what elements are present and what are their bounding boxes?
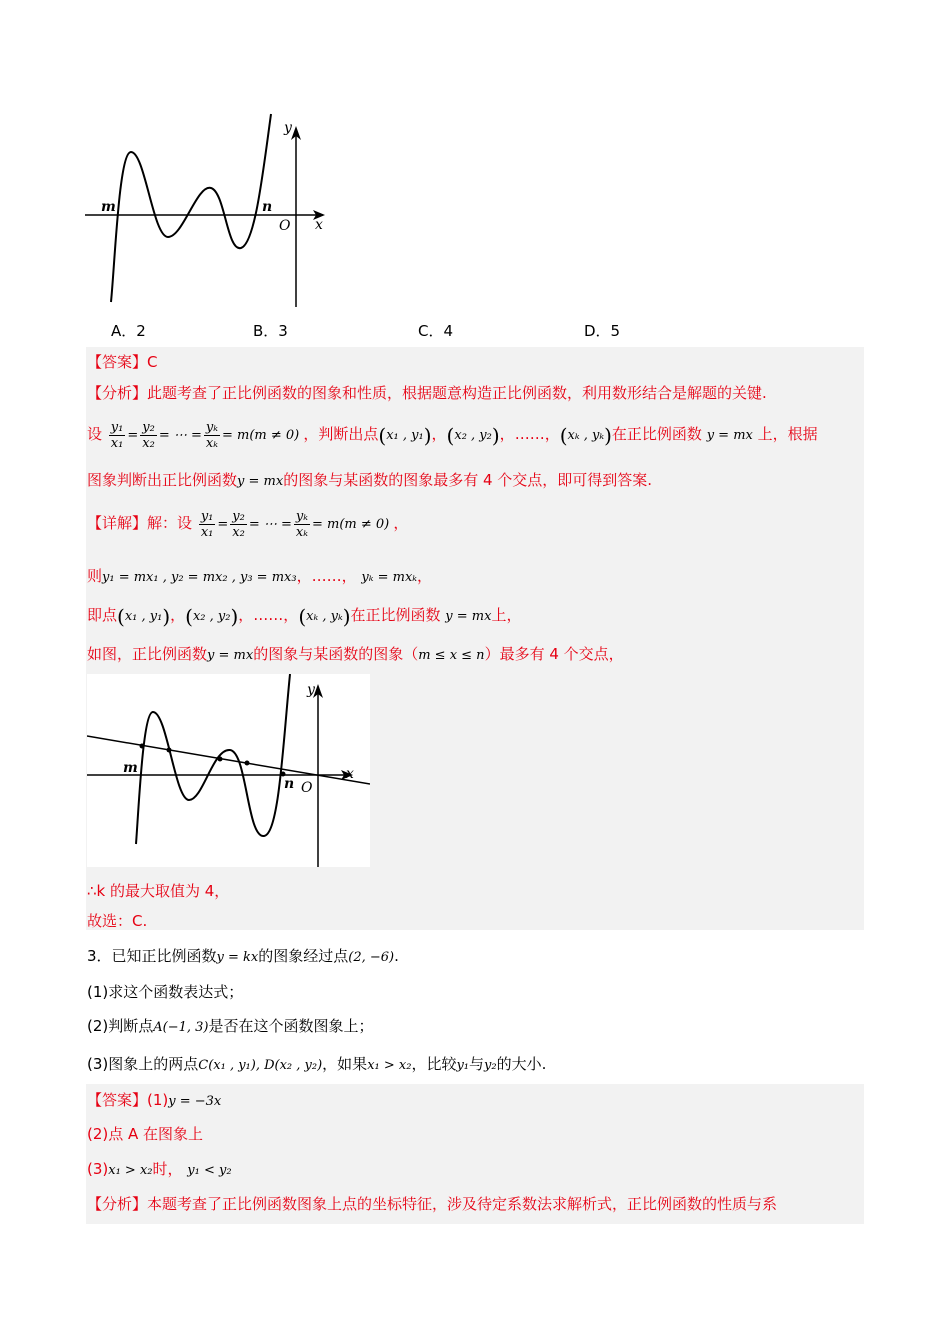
q2-y-mx-4: y = mx <box>207 648 254 663</box>
q2-analysis-line3 <box>87 470 652 492</box>
frac2-den-xk: xₖ <box>295 525 308 540</box>
q2-dots: …… <box>514 425 545 443</box>
graph1-label-o: O <box>279 218 291 234</box>
q2-answer-value: C <box>147 353 158 371</box>
graph2-label-x: x <box>346 766 354 782</box>
frac-den-x1: x₁ <box>110 436 124 451</box>
q2-then-eq-k: yₖ = mxₖ <box>361 570 418 585</box>
q2-y-mx: y = mx <box>706 428 753 443</box>
q3-analysis-text: 本题考查了正比例函数图象上点的坐标特征，涉及待定系数法求解析式，正比例函数的性质与系 <box>147 1195 778 1213</box>
q2-on-line-text: 在正比例函数 <box>611 425 702 443</box>
graph2-label-n: n <box>284 776 295 792</box>
q3-ans3-cond: x₁ > x₂ <box>108 1163 153 1178</box>
q2-eq-m-2: = m(m ≠ 0) <box>312 517 390 532</box>
q2-comma-9: ， <box>283 606 299 624</box>
function-graph-1 <box>85 112 335 312</box>
frac-den-x2: x₂ <box>142 436 155 451</box>
graph1-label-x: x <box>315 217 323 233</box>
q2-point-1b: x₁ , y₁ <box>124 609 163 624</box>
frac-num-y1: y₁ <box>110 420 124 435</box>
q3-sub3-d: 与 <box>469 1055 485 1073</box>
q3-ans3-label: (3) <box>87 1160 109 1178</box>
q3-intro-c: . <box>394 947 399 965</box>
q2-dots-3: …… <box>253 606 284 624</box>
q2-set-prefix: 设 <box>87 425 103 443</box>
q2-detail-line3: 即点(x₁ , y₁)，(x₂ , y₂)，……，(xₖ , yₖ)在正比例函数 y = mx上， <box>87 604 522 629</box>
q3-sub2-b: 是否在这个函数图象上； <box>208 1017 374 1035</box>
frac-num-y2: y₂ <box>142 420 155 435</box>
choice-a[interactable]: A．2 <box>111 322 146 340</box>
function-graph-2 <box>87 674 370 867</box>
q3-ans3-mid: 时， <box>152 1160 183 1178</box>
q2-analysis-tag: 【分析】 <box>87 384 148 402</box>
frac2-den-x1: x₁ <box>200 525 214 540</box>
q2-detail-line4 <box>87 644 624 666</box>
q2-answer <box>87 352 158 372</box>
q2-point-2: x₂ , y₂ <box>454 428 492 443</box>
frac2-num-y1: y₁ <box>200 509 214 524</box>
q2-namely-text: 即点 <box>87 606 118 624</box>
q3-sub2 <box>87 1016 374 1038</box>
q2-choose <box>87 911 147 931</box>
choice-b[interactable]: B．3 <box>253 322 288 340</box>
frac2-den-x2: x₂ <box>232 525 245 540</box>
q2-then-eq: y₁ = mx₁ , y₂ = mx₂ , y₃ = mx₃ <box>102 570 297 585</box>
q3-answer-2 <box>87 1124 203 1144</box>
choice-c[interactable]: C．4 <box>418 322 454 340</box>
q2-comma-3: ， <box>544 425 560 443</box>
choice-d[interactable]: D．5 <box>584 322 621 340</box>
frac-eq: = <box>127 428 139 443</box>
q2-y-mx-3: y = mx <box>445 609 492 624</box>
q3-analysis-tag: 【分析】 <box>87 1195 148 1213</box>
graph1-label-m: m <box>101 199 116 215</box>
frac-den-xk: xₖ <box>205 436 218 451</box>
q2-upon-text-b: 上， <box>491 606 522 624</box>
q3-sub3-b: ，如果 <box>322 1055 368 1073</box>
q3-point-a: A(−1, 3) <box>153 1020 209 1035</box>
q3-points-cd: C(x₁ , y₁), D(x₂ , y₂) <box>198 1058 323 1073</box>
q2-therefore-text: ∴k 的最大取值为 4， <box>87 882 230 900</box>
q2-range: m ≤ x ≤ n <box>418 648 485 663</box>
q2-analysis-line2: 设 $\frac{\text{y₁}}{\text{x₁}}$ = $\frac{\text{y₂}}{\text{x₂}}$ = ⋯ = $\frac{\text{yₖ}}{\text{xₖ}}$ = m(m ≠ 0) ，判断出点(x₁ , y₁)，(x₂ , y₂)，……，(xₖ , yₖ)在正比例函数 y = mx 上，根据 <box>87 420 818 451</box>
q3-ans2-text: (2)点 A 在图象上 <box>87 1125 204 1143</box>
q3-intro-b: 的图象经过点 <box>258 947 349 965</box>
q2-point-k: xₖ , yₖ <box>567 428 605 443</box>
q3-answer-3 <box>87 1159 232 1181</box>
q3-sub2-a: (2)判断点 <box>87 1017 154 1035</box>
q2-detail-tag: 【详解】 <box>87 514 148 532</box>
answer-choices <box>0 320 950 340</box>
q3-sub3 <box>87 1054 546 1076</box>
q2-y-mx-2: y = mx <box>237 474 284 489</box>
q2-line3-b: 的图象与某函数的图象最多有 4 个交点，即可得到答案. <box>283 471 653 489</box>
q2-eq-m: = m(m ≠ 0) <box>221 428 300 443</box>
q2-as-fig-text: 如图，正比例函数 <box>87 645 208 663</box>
q3-y-kx: y = kx <box>216 950 259 965</box>
q2-on-line-text-b: 在正比例函数 <box>350 606 441 624</box>
q3-point: (2, −6) <box>348 950 395 965</box>
q2-upon-text: 上，根据 <box>757 425 818 443</box>
q3-y1: y₁ <box>456 1058 470 1073</box>
q2-line3-a: 图象判断出正比例函数 <box>87 471 238 489</box>
q2-therefore <box>87 881 229 901</box>
q2-detail-line1 <box>87 505 408 543</box>
q2-answer-tag: 【答案】 <box>87 353 148 371</box>
frac2-cdots: = ⋯ = <box>248 517 292 532</box>
q2-choose-text: 故选：C. <box>87 912 148 930</box>
graph2-label-o: O <box>301 780 313 796</box>
graph2-label-y: y <box>307 682 315 698</box>
q2-then-suffix: ， <box>417 567 433 585</box>
q3-ans3-res: y₁ < y₂ <box>187 1163 232 1178</box>
frac2-eq: = <box>217 517 229 532</box>
q2-judge-text: ，判断出点 <box>303 425 379 443</box>
frac-cdots: = ⋯ = <box>158 428 202 443</box>
q2-comma-4: ， <box>393 514 409 532</box>
q3-ans1-label: (1) <box>147 1091 169 1109</box>
q2-most-text: ）最多有 4 个交点， <box>484 645 624 663</box>
q3-x1-gt-x2: x₁ > x₂ <box>367 1058 412 1073</box>
graph1-label-y: y <box>284 120 292 136</box>
q2-analysis <box>87 383 767 403</box>
q2-comma-2: ， <box>499 425 515 443</box>
q3-sub3-c: ，比较 <box>411 1055 457 1073</box>
q3-answer-tag: 【答案】 <box>87 1091 148 1109</box>
q2-point-2b: x₂ , y₂ <box>192 609 231 624</box>
q2-point-1: x₁ , y₁ <box>386 428 424 443</box>
q2-then-prefix: 则 <box>87 567 103 585</box>
q3-intro-a: 3．已知正比例函数 <box>87 947 217 965</box>
frac-num-yk: yₖ <box>205 420 218 435</box>
q3-answer-1 <box>87 1090 221 1112</box>
graph2-label-m: m <box>123 760 138 776</box>
frac2-num-yk: yₖ <box>295 509 308 524</box>
frac2-num-y2: y₂ <box>232 509 245 524</box>
q3-sub3-a: (3)图象上的两点 <box>87 1055 199 1073</box>
q3-y2: y₂ <box>484 1058 497 1073</box>
q3-intro <box>87 946 399 968</box>
q2-comma-6: ， <box>341 567 357 585</box>
q2-comma-5: ， <box>296 567 312 585</box>
q2-comma-8: ， <box>238 606 254 624</box>
q3-analysis <box>87 1194 777 1214</box>
q3-sub1 <box>87 982 243 1002</box>
q3-ans1-eq: y = −3x <box>168 1094 222 1109</box>
q2-point-kb: xₖ , yₖ <box>306 609 343 624</box>
q2-dots-2: …… <box>311 567 342 585</box>
q2-comma-1: ， <box>431 425 447 443</box>
q2-comma-7: ， <box>170 606 186 624</box>
q2-analysis-text: 此题考查了正比例函数的图象和性质，根据题意构造正比例函数，利用数形结合是解题的关键. <box>147 384 767 402</box>
q2-detail-line2 <box>87 566 432 588</box>
q2-graph-text: 的图象与某函数的图象（ <box>253 645 419 663</box>
graph1-label-n: n <box>262 199 273 215</box>
q2-detail-prefix: 解：设 <box>147 514 193 532</box>
q3-sub3-e: 的大小. <box>496 1055 547 1073</box>
q3-sub1-text: (1)求这个函数表达式； <box>87 983 244 1001</box>
